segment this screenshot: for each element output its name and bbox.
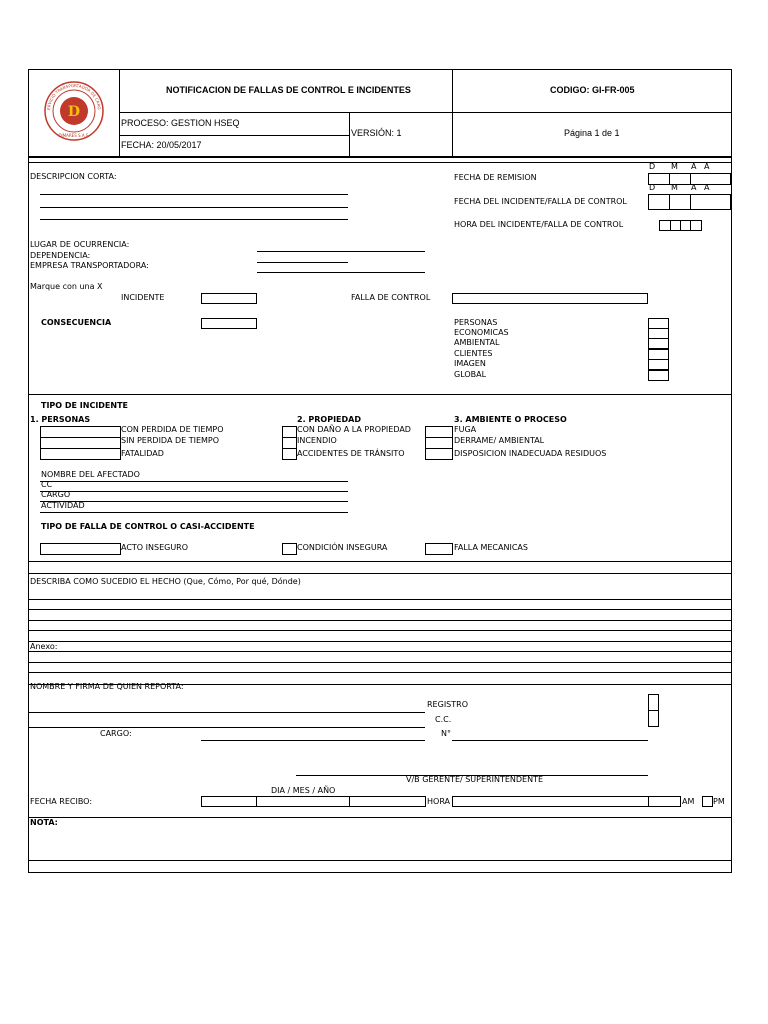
consecuencia-checkbox[interactable] <box>648 370 669 381</box>
incidente-label: INCIDENTE <box>121 293 165 302</box>
fecha-recibo-dia[interactable] <box>201 796 257 807</box>
page-label: Página 1 de 1 <box>564 128 620 138</box>
pm-label: PM <box>713 797 725 806</box>
nota-label: NOTA: <box>30 818 58 827</box>
fecha-incidente-box[interactable] <box>690 194 731 210</box>
hora-box[interactable] <box>452 796 649 807</box>
personas-title: 1. PERSONAS <box>30 415 91 424</box>
describa-label: DESCRIBA COMO SUCEDIO EL HECHO (Que, Cómo, Por qué, Dónde) <box>30 577 301 586</box>
line <box>28 620 732 621</box>
logo-text-bottom: DIMARES S.A.S. <box>58 133 90 138</box>
consecuencia-personas: PERSONAS <box>454 318 498 327</box>
consecuencia-checkbox[interactable] <box>648 338 669 349</box>
line <box>28 609 732 610</box>
line <box>257 272 425 273</box>
tipo-incidente-title: TIPO DE INCIDENTE <box>41 401 129 410</box>
descripcion-label: DESCRIPCION CORTA: <box>30 172 117 181</box>
dependencia-label: DEPENDENCIA: <box>30 251 91 260</box>
consecuencia-ambiental: AMBIENTAL <box>454 338 500 347</box>
personas-checkbox[interactable] <box>40 448 121 460</box>
fecha-incidente-label: FECHA DEL INCIDENTE/FALLA DE CONTROL <box>454 197 627 206</box>
falla-mecanica-label: FALLA MECANICAS <box>454 543 528 552</box>
date-header-d: D <box>649 183 656 192</box>
tipo-falla-title: TIPO DE FALLA DE CONTROL O CASI-ACCIDENTE <box>41 522 255 531</box>
section-divider <box>28 860 732 861</box>
nombre-afectado-label: NOMBRE DEL AFECTADO <box>41 470 140 479</box>
propiedad-checkbox[interactable] <box>282 448 297 460</box>
line <box>28 641 732 642</box>
cargo-afectado-label: CARGO <box>41 490 71 499</box>
logo-text-top: ERVICIO TRANSPORTADOR DE CARG <box>46 82 102 111</box>
actividad-label: ACTIVIDAD <box>41 501 85 510</box>
fecha-recibo-ano[interactable] <box>349 796 426 807</box>
section-divider <box>28 394 732 395</box>
consecuencia-clientes: CLIENTES <box>454 349 493 358</box>
am-label: AM <box>682 797 695 806</box>
condicion-insegura-label: CONDICIÓN INSEGURA <box>297 543 388 552</box>
hora-incidente-label: HORA DEL INCIDENTE/FALLA DE CONTROL <box>454 220 624 229</box>
consecuencia-global: GLOBAL <box>454 370 487 379</box>
acto-inseguro-label: ACTO INSEGURO <box>121 543 189 552</box>
line <box>28 599 732 600</box>
line <box>40 194 348 195</box>
divider <box>119 112 732 113</box>
divider <box>452 69 453 157</box>
section-divider <box>28 817 732 818</box>
line <box>257 251 425 252</box>
date-header-m: M <box>671 183 678 192</box>
line <box>28 712 425 713</box>
line <box>40 501 348 502</box>
divider <box>349 112 350 157</box>
condicion-insegura-checkbox[interactable] <box>282 543 297 555</box>
registro-label: REGISTRO <box>427 700 468 709</box>
line <box>40 219 348 220</box>
ambiente-option: FUGA <box>454 425 477 434</box>
line <box>28 672 732 673</box>
version-label: VERSIÓN: 1 <box>351 128 402 138</box>
section-divider <box>28 561 732 562</box>
fecha-incidente-box[interactable] <box>648 194 670 210</box>
nombre-firma-label: NOMBRE Y FIRMA DE QUIEN REPORTA: <box>30 682 184 691</box>
pm-checkbox[interactable] <box>702 796 713 807</box>
date-header-a: A <box>691 183 697 192</box>
vb-label: V/B GERENTE/ SUPERINTENDENTE <box>406 775 544 784</box>
empresa-label: EMPRESA TRANSPORTADORA: <box>30 261 149 270</box>
ambiente-title: 3. AMBIENTE O PROCESO <box>454 415 567 424</box>
cargo-firma-label: CARGO: <box>100 729 132 738</box>
dia-mes-ano-label: DIA / MES / AÑO <box>271 786 336 795</box>
consecuencia-imagen: IMAGEN <box>454 359 486 368</box>
consecuencia-box[interactable] <box>201 318 257 329</box>
propiedad-option: CON DAÑO A LA PROPIEDAD <box>297 425 411 434</box>
fecha-incidente-box[interactable] <box>669 194 691 210</box>
anexo-label: Anexo: <box>30 642 58 651</box>
personas-option: SIN PERDIDA DE TIEMPO <box>121 436 220 445</box>
consecuencia-economicas: ECONOMICAS <box>454 328 509 337</box>
incidente-checkbox[interactable] <box>201 293 257 304</box>
date-header-a: A <box>704 162 710 171</box>
date-header-d: D <box>649 162 656 171</box>
consecuencia-label: CONSECUENCIA <box>41 318 112 327</box>
hora-label: HORA <box>427 797 451 806</box>
line <box>257 262 348 263</box>
date-header-m: M <box>671 162 678 171</box>
line <box>452 740 648 741</box>
divider <box>119 135 349 136</box>
cc-box[interactable] <box>648 710 659 727</box>
falla-mecanica-checkbox[interactable] <box>425 543 453 555</box>
marque-label: Marque con una X <box>30 282 103 291</box>
line <box>28 662 732 663</box>
acto-inseguro-checkbox[interactable] <box>40 543 121 555</box>
logo-letter: D <box>67 104 81 120</box>
personas-option: CON PERDIDA DE TIEMPO <box>121 425 224 434</box>
date-header-a: A <box>704 183 710 192</box>
lugar-label: LUGAR DE OCURRENCIA: <box>30 240 130 249</box>
consecuencia-checkbox[interactable] <box>648 359 669 370</box>
cc-firma-label: C.C. <box>435 715 452 724</box>
date-header-a: A <box>691 162 697 171</box>
propiedad-option: INCENDIO <box>297 436 337 445</box>
form-title: NOTIFICACION DE FALLAS DE CONTROL E INCIDENTES <box>166 85 411 95</box>
falla-control-checkbox[interactable] <box>452 293 648 304</box>
divider <box>119 69 120 157</box>
line <box>40 491 348 492</box>
line <box>28 727 425 728</box>
divider <box>28 162 732 163</box>
date-label: FECHA: 20/05/2017 <box>121 140 202 150</box>
registro-box[interactable] <box>648 694 659 711</box>
fecha-remision-label: FECHA DE REMISION <box>454 173 537 182</box>
line <box>40 481 348 482</box>
process-label: PROCESO: GESTION HSEQ <box>121 118 240 128</box>
form-code: CODIGO: GI-FR-005 <box>550 85 635 95</box>
line <box>201 740 425 741</box>
fecha-recibo-mes[interactable] <box>256 796 350 807</box>
line <box>40 207 348 208</box>
company-logo <box>42 80 106 142</box>
ambiente-option: DERRAME/ AMBIENTAL <box>454 436 545 445</box>
ambiente-option: DISPOSICION INADECUADA RESIDUOS <box>454 449 607 458</box>
line <box>28 651 732 652</box>
ambiente-checkbox[interactable] <box>425 448 453 460</box>
propiedad-option: ACCIDENTES DE TRÁNSITO <box>297 449 405 458</box>
fecha-recibo-label: FECHA RECIBO: <box>30 797 93 806</box>
propiedad-title: 2. PROPIEDAD <box>297 415 361 424</box>
hora-incidente-box[interactable] <box>690 220 702 231</box>
personas-option: FATALIDAD <box>121 449 164 458</box>
line <box>28 630 732 631</box>
section-divider <box>28 573 732 574</box>
line <box>40 512 348 513</box>
falla-control-label: FALLA DE CONTROL <box>351 293 431 302</box>
numero-label: N° <box>441 729 451 738</box>
hora-box-2[interactable] <box>648 796 681 807</box>
cc-label: CC <box>41 480 53 489</box>
